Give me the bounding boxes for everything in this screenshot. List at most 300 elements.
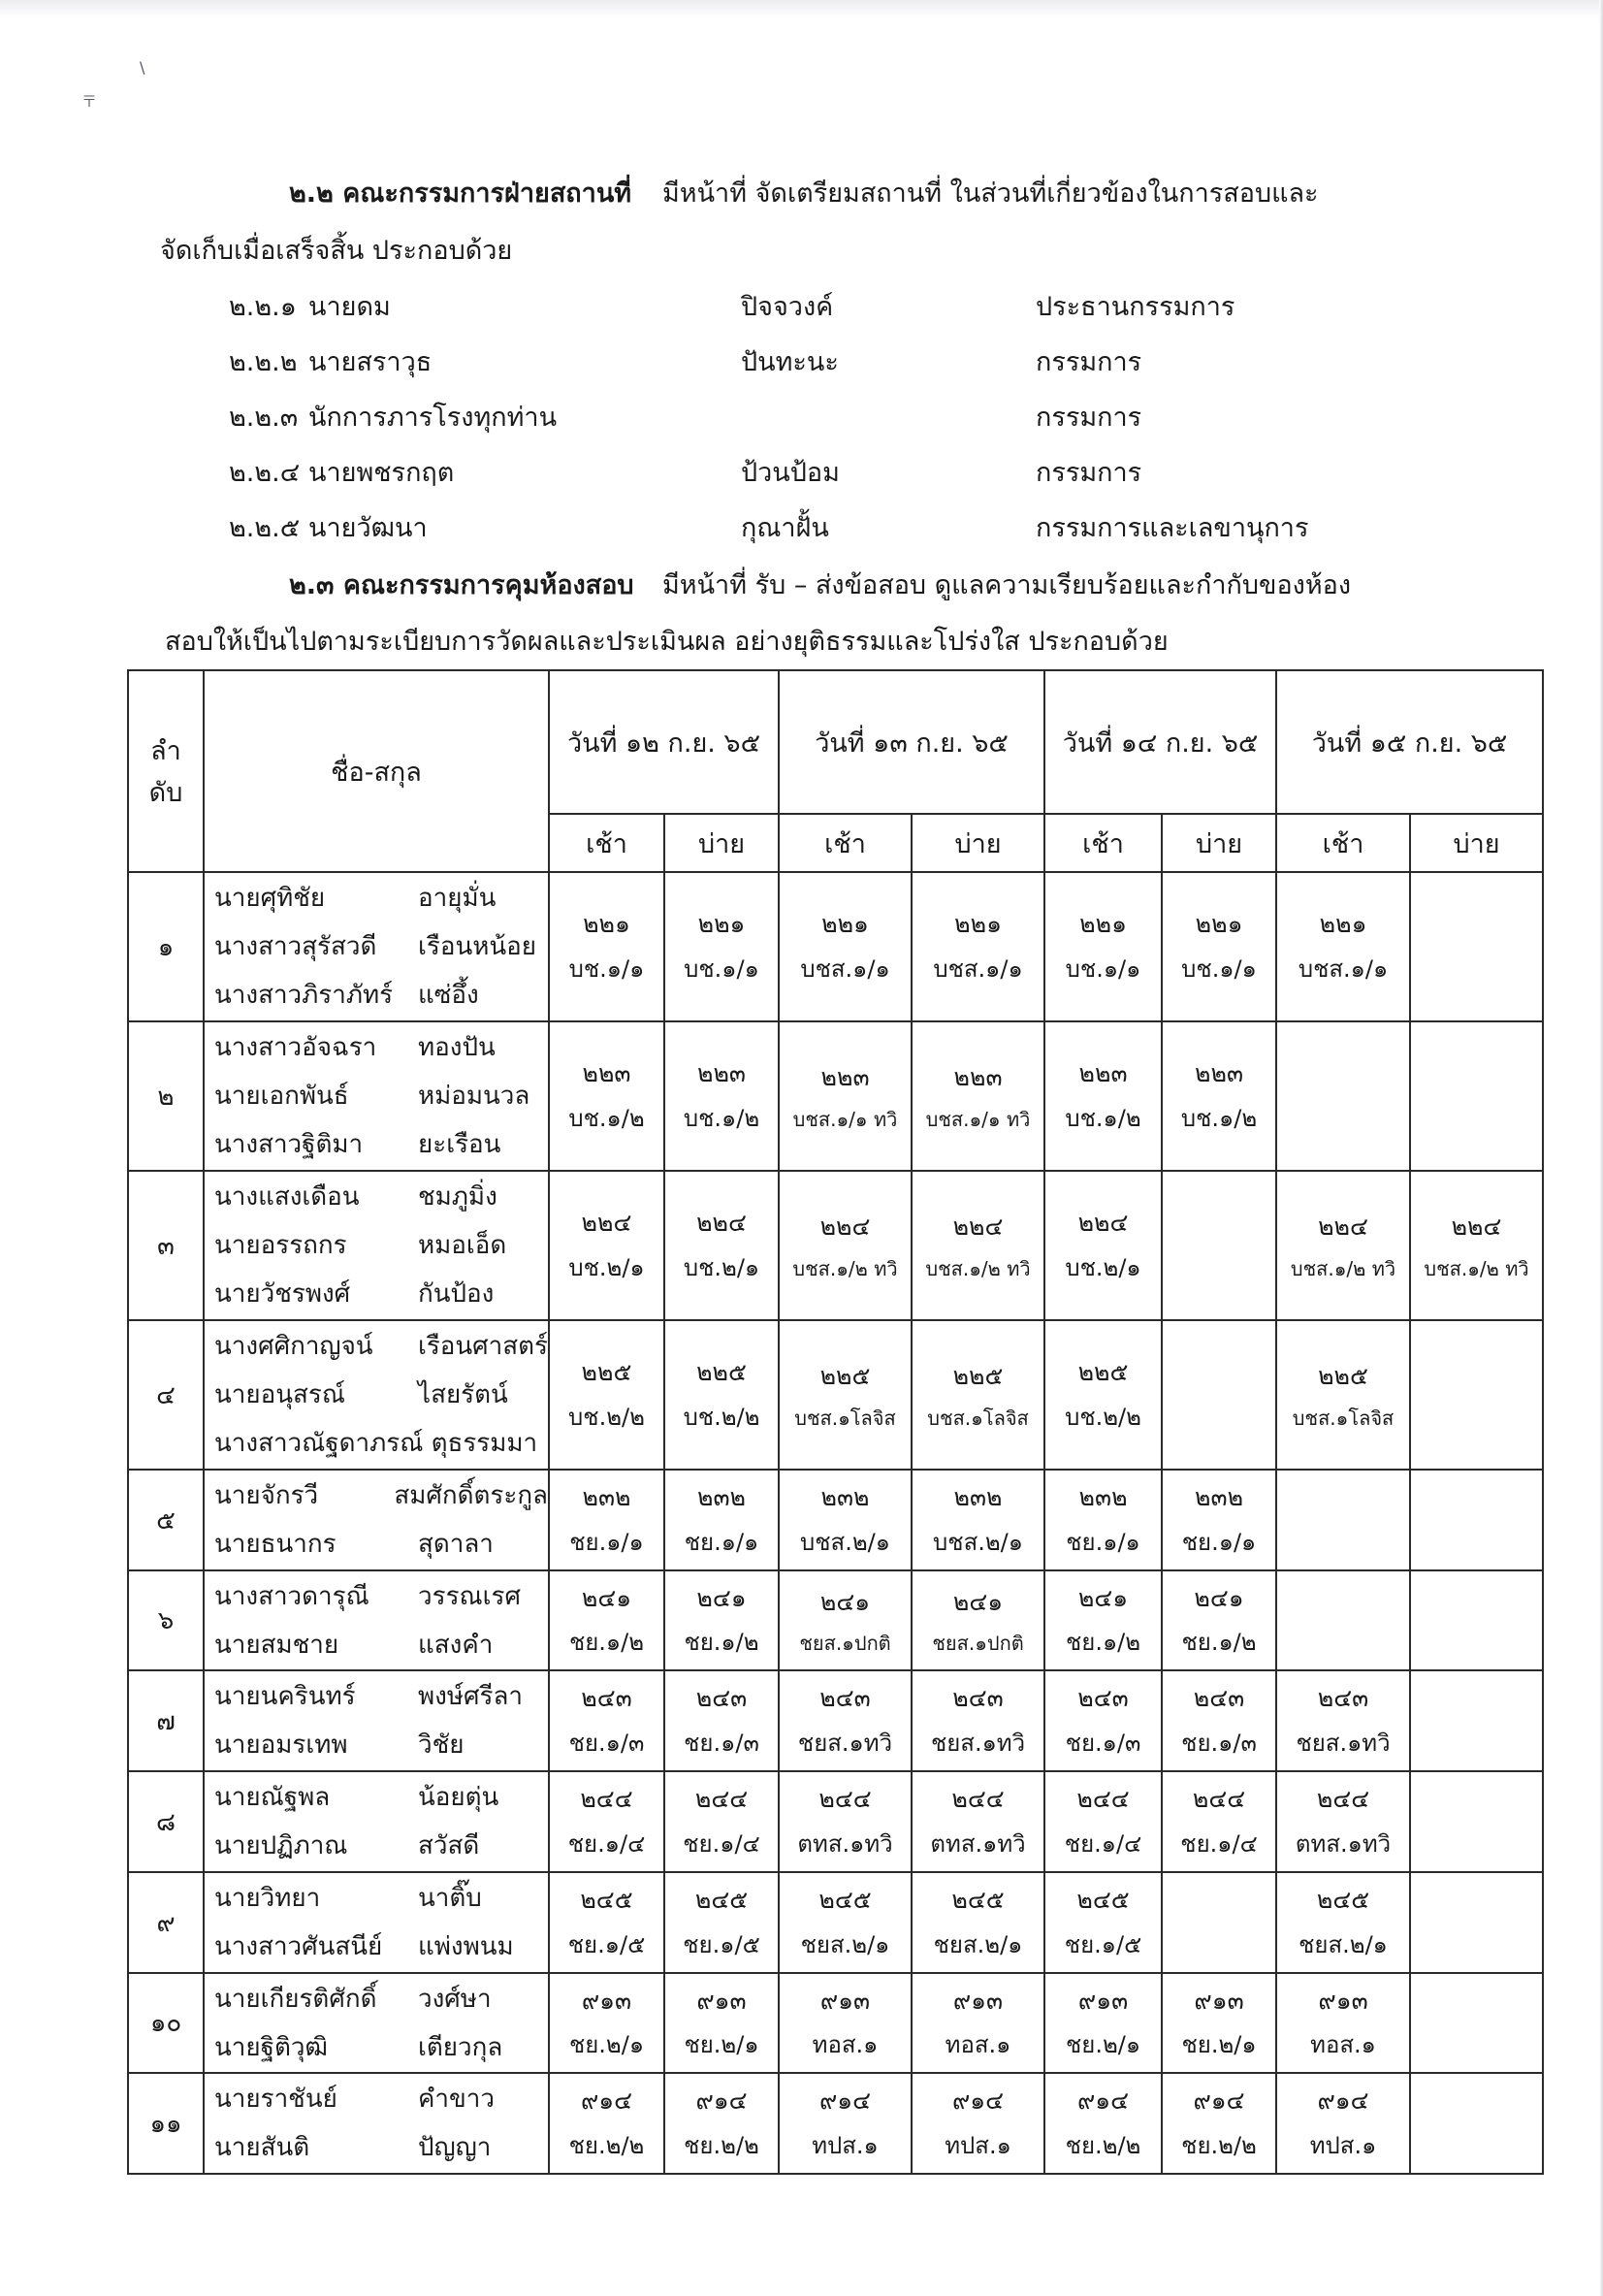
room-number: ๙๑๔ (695, 2086, 748, 2116)
afternoon-slot (664, 1670, 779, 1771)
class-group: บชส.๑/๒ ทวิ (792, 1256, 898, 1280)
room-number: ๒๒๔ (819, 1213, 871, 1242)
class-group: ชย.๒/๒ (1181, 2131, 1257, 2159)
room-number: ๒๔๔ (1192, 1785, 1246, 1814)
column-header-morning: เช้า (1044, 814, 1162, 872)
proctor-surname: แซ่อึ้ง (418, 981, 479, 1010)
slot-assignment (1277, 1877, 1409, 1967)
room-number: ๒๒๔ (696, 1209, 747, 1238)
room-number: ๒๒๔ (1318, 1213, 1368, 1242)
proctor-first-name: นางสาวสุรัสวดี (214, 932, 377, 961)
member-number: ๒.๒.๓ (229, 403, 299, 433)
afternoon-slot (912, 1771, 1044, 1872)
row-number: ๖ (128, 1570, 204, 1670)
proctor-name (214, 922, 548, 971)
slot-assignment (665, 1051, 778, 1141)
class-group: บช.๑/๒ (568, 1104, 645, 1132)
afternoon-slot (912, 1570, 1044, 1670)
class-group: ชยส.๑ปกติ (932, 1632, 1024, 1656)
morning-slot (549, 1872, 664, 1973)
proctor-name (214, 1023, 548, 1072)
room-number: ๙๑๓ (819, 1986, 871, 2015)
room-number: ๒๔๓ (819, 1684, 871, 1713)
morning-slot (549, 1570, 664, 1670)
class-group: ชยส.๑ทวิ (797, 1729, 893, 1757)
proctor-surname: อายุมั่น (418, 884, 497, 913)
class-group: บช.๒/๑ (683, 1253, 760, 1281)
class-group: บช.๒/๒ (568, 1403, 645, 1431)
morning-slot (1044, 1021, 1162, 1171)
proctor-name (214, 1520, 548, 1568)
slot-assignment (780, 1877, 911, 1967)
proctor-first-name: นายอมรเทพ (214, 1730, 348, 1760)
class-group: ทปส.๑ (945, 2131, 1011, 2159)
room-number: ๒๓๒ (1078, 1483, 1128, 1512)
proctor-surname: แสงคำ (418, 1630, 494, 1660)
class-group: ทอส.๑ (812, 2031, 879, 2059)
member-surname: ป้วนป้อม (741, 458, 840, 488)
class-group: ชย.๑/๓ (1181, 1729, 1257, 1757)
proctor-name (214, 1672, 548, 1721)
afternoon-slot (912, 2073, 1044, 2174)
room-number: ๙๑๔ (818, 2086, 872, 2116)
class-group: บชส.๑/๒ ทวิ (1424, 1256, 1529, 1280)
proctor-name (214, 1322, 548, 1371)
proctor-name (214, 1975, 548, 2023)
proctor-first-name: นายวิทยา (214, 1884, 321, 1913)
afternoon-slot (1162, 1320, 1276, 1470)
proctor-surname: วรรณเรศ (418, 1581, 522, 1611)
room-number: ๒๔๔ (580, 1785, 633, 1814)
room-number: ๒๒๕ (952, 1362, 1004, 1391)
morning-slot (779, 1973, 912, 2073)
room-number: ๒๔๓ (1317, 1684, 1369, 1713)
row-number: ๑๑ (128, 2073, 204, 2174)
member-name: นายพชรกฤต (308, 458, 455, 488)
proctor-first-name: นายสันติ (214, 2133, 310, 2162)
member-name: นักการภารโรงทุกท่าน (308, 403, 558, 433)
afternoon-slot (664, 1872, 779, 1973)
morning-slot (1044, 1570, 1162, 1670)
row-number: ๔ (128, 1320, 204, 1470)
room-number: ๒๔๕ (1076, 1886, 1130, 1915)
proctor-first-name: นางสาวณัฐดาภรณ์ ตุธรรมมา (214, 1429, 538, 1458)
afternoon-slot (912, 1973, 1044, 2073)
proctor-schedule-table (127, 669, 1544, 2175)
morning-slot (1044, 1771, 1162, 1872)
slot-assignment (1045, 1051, 1161, 1141)
room-number: ๒๔๔ (694, 1785, 749, 1814)
slot-assignment (913, 1877, 1043, 1967)
room-number: ๒๒๓ (696, 1059, 747, 1088)
proctor-surname: น้อยตุ่น (418, 1783, 499, 1812)
afternoon-slot (912, 1171, 1044, 1320)
morning-slot (779, 1171, 912, 1320)
afternoon-slot (1162, 1670, 1276, 1771)
table-row (128, 1171, 1543, 1320)
class-group: ชยส.๑ทวิ (930, 1729, 1026, 1757)
proctor-surname: สมศักดิ์ตระกูล (394, 1481, 548, 1510)
class-group: บชส.๑โลจิส (1292, 1406, 1395, 1430)
table-row (128, 1470, 1543, 1570)
morning-slot (1044, 872, 1162, 1021)
room-number: ๒๒๕ (581, 1358, 632, 1387)
morning-slot (549, 1771, 664, 1872)
room-number: ๒๒๓ (953, 1063, 1003, 1092)
room-number: ๒๓๒ (696, 1483, 747, 1512)
room-number: ๙๑๓ (952, 1986, 1004, 2015)
proctor-surname: เรือนหน้อย (418, 932, 537, 961)
section-2-2-duty: มีหน้าที่ จัดเตรียมสถานที่ ในส่วนที่เกี่ยวข้องในการสอบและ (662, 178, 1319, 209)
afternoon-slot (912, 1470, 1044, 1570)
room-number: ๙๑๔ (580, 2086, 633, 2116)
table-row (128, 1570, 1543, 1670)
slot-assignment (550, 1675, 663, 1765)
column-header-morning: เช้า (549, 814, 664, 872)
scan-mark: 〒 (81, 92, 98, 111)
class-group: บชส.๒/๑ (800, 1528, 890, 1556)
proctor-name (214, 1120, 548, 1169)
slot-assignment (665, 1978, 778, 2068)
slot-assignment (665, 1776, 778, 1866)
slot-assignment (1045, 1675, 1161, 1765)
afternoon-slot (1410, 1570, 1543, 1670)
room-number: ๒๒๔ (1451, 1213, 1502, 1242)
room-number: ๒๔๑ (696, 1583, 747, 1612)
member-surname: กุณาฝั้น (741, 513, 829, 543)
class-group: ชย.๑/๔ (567, 1829, 646, 1858)
proctor-name (214, 1419, 548, 1468)
class-group: ชย.๒/๑ (568, 2031, 645, 2059)
proctor-first-name: นางสาวภิราภัทร์ (214, 981, 394, 1010)
class-group: บช.๑/๒ (683, 1104, 760, 1132)
table-row (128, 1320, 1543, 1470)
room-number: ๒๒๓ (1078, 1059, 1128, 1088)
room-number: ๒๔๔ (951, 1785, 1005, 1814)
room-number: ๒๔๔ (1316, 1785, 1370, 1814)
morning-slot (1276, 872, 1410, 1021)
proctor-names (204, 872, 549, 1021)
morning-slot (1276, 1973, 1410, 2073)
proctor-surname: กันป้อง (418, 1279, 495, 1309)
morning-slot (1276, 1872, 1410, 1973)
proctor-surname: ไสยรัตน์ (418, 1380, 508, 1409)
class-group: ตทส.๑ทวิ (797, 1829, 893, 1858)
slot-assignment (913, 1579, 1043, 1663)
class-group: ทปส.๑ (812, 2131, 879, 2159)
slot-assignment (1045, 1575, 1161, 1665)
class-group: บชส.๑/๑ ทวิ (792, 1107, 898, 1131)
table-row (128, 872, 1543, 1021)
morning-slot (779, 1771, 912, 1872)
morning-slot (1044, 1320, 1162, 1470)
slot-assignment (550, 2078, 663, 2168)
room-number: ๒๔๑ (1194, 1583, 1244, 1612)
afternoon-slot (1410, 1872, 1543, 1973)
member-role: กรรมการ (1036, 403, 1142, 433)
table-row (128, 1973, 1543, 2073)
proctor-name (214, 971, 548, 1019)
afternoon-slot (1162, 2073, 1276, 2174)
proctor-name (214, 1270, 548, 1318)
morning-slot (1276, 1470, 1410, 1570)
class-group: ชย.๒/๒ (684, 2131, 759, 2159)
room-number: ๒๒๑ (1319, 910, 1367, 939)
morning-slot (1044, 1171, 1162, 1320)
proctor-first-name: นายเกียรติศักดิ์ (214, 1984, 377, 2014)
class-group: บชส.๑โลจิส (794, 1406, 896, 1430)
slot-assignment (665, 1349, 778, 1439)
class-group: ทปส.๑ (1309, 2131, 1377, 2159)
morning-slot (1276, 1670, 1410, 1771)
room-number: ๒๒๓ (820, 1063, 870, 1092)
slot-assignment (1277, 2078, 1409, 2168)
class-group: ชย.๑/๒ (568, 1629, 645, 1657)
morning-slot (549, 1670, 664, 1771)
class-group: บชส.๑/๑ ทวิ (925, 1107, 1031, 1131)
class-group: ชย.๑/๒ (1181, 1629, 1257, 1657)
room-number: ๒๔๔ (1076, 1785, 1130, 1814)
room-number: ๒๔๕ (694, 1886, 749, 1915)
slot-assignment (913, 1675, 1043, 1765)
proctor-first-name: นายอนุสรณ์ (214, 1380, 345, 1409)
proctor-first-name: นางแสงเดือน (214, 1182, 360, 1212)
morning-slot (1276, 1771, 1410, 1872)
proctor-first-name: นางสาวดารุณี (214, 1581, 369, 1611)
room-number: ๒๒๔ (1077, 1209, 1129, 1238)
slot-assignment (780, 1353, 911, 1437)
slot-assignment (780, 2078, 911, 2168)
scan-page-edge (1599, 0, 1603, 2296)
proctor-names (204, 1771, 549, 1872)
room-number: ๙๑๔ (1317, 2086, 1369, 2116)
class-group: ชย.๒/๑ (1065, 2031, 1141, 2059)
slot-assignment (1163, 1776, 1275, 1866)
afternoon-slot (664, 2073, 779, 2174)
row-number: ๗ (128, 1670, 204, 1771)
afternoon-slot (1162, 1570, 1276, 1670)
afternoon-slot (1162, 1470, 1276, 1570)
slot-assignment (550, 1200, 663, 1290)
afternoon-slot (664, 1771, 779, 1872)
slot-assignment (1163, 1575, 1275, 1665)
afternoon-slot (1410, 1973, 1543, 2073)
column-header-afternoon: บ่าย (1162, 814, 1276, 872)
row-number: ๕ (128, 1470, 204, 1570)
class-group: บช.๑/๑ (568, 954, 645, 983)
slot-assignment (780, 1204, 911, 1287)
scan-top-shade (0, 0, 1603, 17)
class-group: ชย.๑/๔ (1064, 1829, 1142, 1858)
slot-assignment (665, 1877, 778, 1967)
class-group: ชย.๑/๓ (684, 1729, 759, 1757)
room-number: ๙๑๓ (1194, 1986, 1244, 2015)
proctor-first-name: นายศุทิชัย (214, 884, 326, 913)
room-number: ๒๔๑ (1077, 1583, 1129, 1612)
proctor-first-name: นางศศิกาญจน์ (214, 1332, 373, 1361)
proctor-name (214, 1721, 548, 1769)
proctor-names (204, 1470, 549, 1570)
room-number: ๒๔๕ (580, 1886, 633, 1915)
proctor-name (214, 1173, 548, 1221)
afternoon-slot (912, 1670, 1044, 1771)
proctor-names (204, 1973, 549, 2073)
room-number: ๒๒๑ (1195, 910, 1243, 939)
class-group: บช.๑/๒ (1180, 1104, 1258, 1132)
morning-slot (779, 1320, 912, 1470)
room-number: ๙๑๔ (1076, 2086, 1130, 2116)
class-group: ชย.๑/๕ (1064, 1930, 1142, 1958)
slot-assignment (550, 901, 663, 991)
morning-slot (549, 872, 664, 1021)
slot-assignment (780, 1675, 911, 1765)
slot-assignment (1277, 1978, 1409, 2068)
slot-assignment (780, 1054, 911, 1138)
afternoon-slot (1410, 1470, 1543, 1570)
class-group: ชย.๑/๑ (1066, 1528, 1140, 1556)
column-header-morning: เช้า (1276, 814, 1410, 872)
member-name: นายสราวุธ (308, 347, 433, 377)
proctor-first-name: นายราชันย์ (214, 2085, 337, 2114)
proctor-surname: ชมภูมิ่ง (418, 1182, 497, 1212)
proctor-surname: สวัสดี (418, 1831, 480, 1860)
afternoon-slot (664, 1171, 779, 1320)
afternoon-slot (912, 1320, 1044, 1470)
proctor-surname: ปัญญา (418, 2133, 492, 2162)
slot-assignment (1277, 1353, 1409, 1437)
class-group: ชย.๑/๑ (569, 1528, 644, 1556)
proctor-first-name: นายปฏิภาณ (214, 1831, 348, 1860)
room-number: ๒๒๕ (1318, 1362, 1368, 1391)
class-group: ทอส.๑ (945, 2031, 1011, 2059)
afternoon-slot (1410, 1320, 1543, 1470)
proctor-name (214, 1822, 548, 1870)
proctor-first-name: นายณัฐพล (214, 1783, 331, 1812)
slot-assignment (913, 1353, 1043, 1437)
afternoon-slot (1410, 872, 1543, 1021)
proctor-surname: วิชัย (418, 1730, 465, 1760)
slot-assignment (550, 1978, 663, 2068)
room-number: ๒๔๓ (1077, 1684, 1129, 1713)
slot-assignment (1045, 1200, 1161, 1290)
slot-assignment (1163, 1978, 1275, 2068)
class-group: ชย.๑/๕ (567, 1930, 646, 1958)
class-group: ชย.๑/๔ (1180, 1829, 1258, 1858)
proctor-name (214, 1221, 548, 1270)
row-number: ๑ (128, 872, 204, 1021)
column-header-order (128, 670, 204, 872)
slot-assignment (1163, 1474, 1275, 1565)
table-row (128, 1670, 1543, 1771)
class-group: ชย.๑/๑ (1181, 1528, 1257, 1556)
room-number: ๒๒๔ (952, 1213, 1004, 1242)
class-group: บช.๑/๑ (1181, 954, 1257, 983)
class-group: บชส.๑/๑ (933, 954, 1023, 983)
room-number: ๒๒๑ (821, 910, 869, 939)
morning-slot (549, 1470, 664, 1570)
class-group: ทอส.๑ (1310, 2031, 1376, 2059)
column-header-afternoon: บ่าย (1410, 814, 1543, 872)
table-row (128, 2073, 1543, 2174)
proctor-name (214, 1371, 548, 1419)
proctor-name (214, 1923, 548, 1971)
morning-slot (549, 1973, 664, 2073)
proctor-first-name: นายอรรถกร (214, 1231, 347, 1260)
afternoon-slot (1162, 1171, 1276, 1320)
row-number: ๓ (128, 1171, 204, 1320)
proctor-surname: ทองปัน (418, 1033, 496, 1062)
member-number: ๒.๒.๕ (229, 513, 301, 543)
proctor-name (214, 2075, 548, 2123)
afternoon-slot (1410, 2073, 1543, 2174)
class-group: บชส.๑/๒ ทวิ (1290, 1256, 1396, 1280)
section-2-3-heading: ๒.๓ คณะกรรมการคุมห้องสอบ (289, 570, 634, 600)
room-number: ๙๑๔ (951, 2086, 1005, 2116)
proctor-surname: ยะเรือน (418, 1130, 501, 1159)
morning-slot (549, 2073, 664, 2174)
slot-assignment (550, 1349, 663, 1439)
slot-assignment (913, 1978, 1043, 2068)
morning-slot (549, 1171, 664, 1320)
proctor-first-name: นายฐิติวุฒิ (214, 2032, 328, 2062)
class-group: ชย.๒/๒ (1065, 2131, 1141, 2159)
proctor-surname: เตียวกุล (418, 2032, 503, 2062)
class-group: บชส.๒/๑ (933, 1528, 1023, 1556)
proctor-surname: เรือนศาสตร์ (417, 1332, 548, 1361)
proctor-surname: แพ่งพนม (418, 1932, 514, 1961)
proctor-name (214, 1471, 548, 1520)
member-number: ๒.๒.๒ (229, 347, 298, 377)
afternoon-slot (664, 1320, 779, 1470)
proctor-name (214, 874, 548, 922)
morning-slot (779, 872, 912, 1021)
room-number: ๒๔๕ (1316, 1886, 1370, 1915)
table-row (128, 1021, 1543, 1171)
slot-assignment (550, 1051, 663, 1141)
class-group: บช.๒/๒ (1065, 1403, 1141, 1431)
afternoon-slot (1162, 1872, 1276, 1973)
room-number: ๒๔๑ (952, 1587, 1004, 1616)
slot-assignment (1045, 1877, 1161, 1967)
slot-assignment (780, 901, 911, 991)
room-number: ๒๓๒ (582, 1483, 631, 1512)
slot-assignment (780, 1474, 911, 1565)
slot-assignment (665, 1575, 778, 1665)
afternoon-slot (1410, 1171, 1543, 1320)
slot-assignment (1045, 901, 1161, 991)
column-header-date: วันที่ ๑๒ ก.ย. ๖๕ (549, 670, 779, 814)
slot-assignment (1045, 1349, 1161, 1439)
afternoon-slot (1162, 1771, 1276, 1872)
proctor-surname: หม่อมนวล (418, 1082, 530, 1111)
room-number: ๒๔๓ (695, 1684, 748, 1713)
table-row (128, 1771, 1543, 1872)
room-number: ๙๑๓ (1318, 1986, 1368, 2015)
proctor-surname: คำขาว (418, 2085, 495, 2114)
slot-assignment (665, 1200, 778, 1290)
proctor-surname: สุดาลา (418, 1530, 494, 1559)
afternoon-slot (1410, 1021, 1543, 1171)
proctor-name (214, 1773, 548, 1822)
class-group: ตทส.๑ทวิ (1295, 1829, 1392, 1858)
proctor-names (204, 1570, 549, 1670)
row-number: ๙ (128, 1872, 204, 1973)
morning-slot (779, 1872, 912, 1973)
room-number: ๒๔๓ (1193, 1684, 1245, 1713)
class-group: ชย.๑/๕ (683, 1930, 760, 1958)
afternoon-slot (1162, 1973, 1276, 2073)
slot-assignment (913, 1054, 1043, 1138)
